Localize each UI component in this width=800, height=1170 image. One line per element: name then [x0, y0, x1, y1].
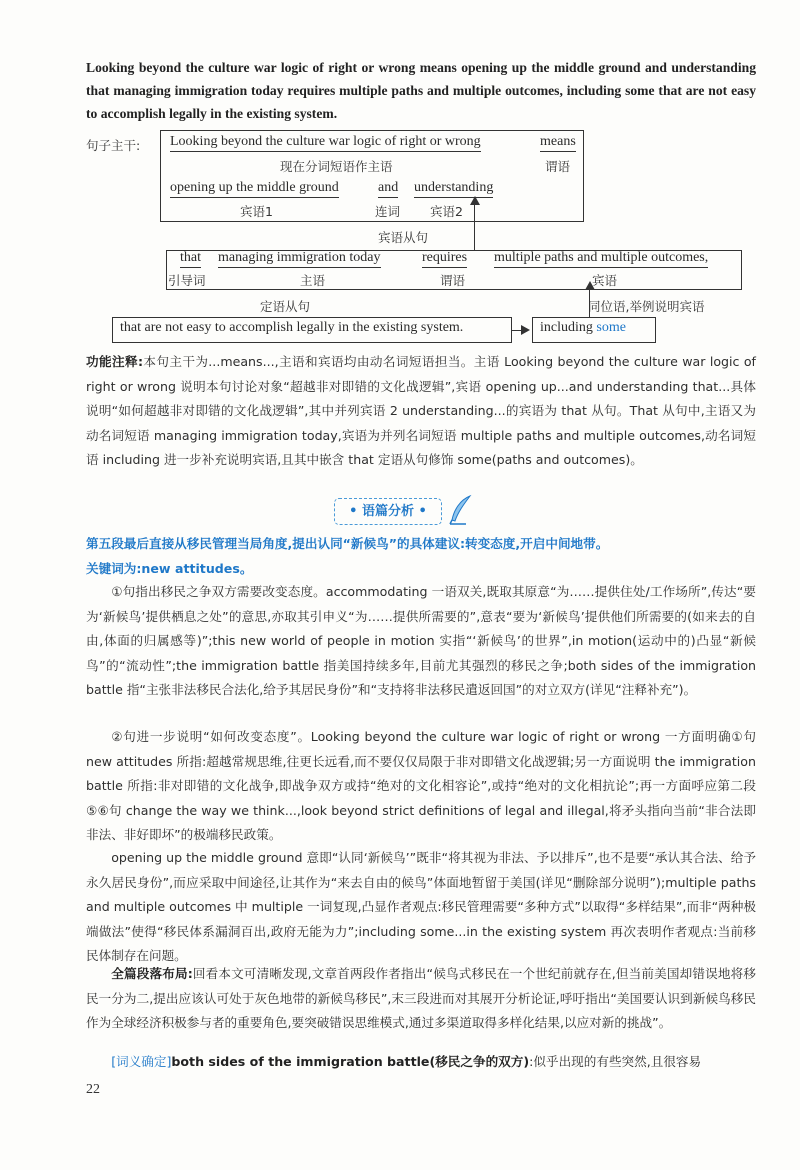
that-word: that [180, 250, 201, 268]
conjunction-word: and [378, 180, 398, 198]
keyword-value: new attitudes。 [141, 560, 253, 576]
relative-clause-text: that are not easy to accomplish legally in the existing system. [120, 320, 464, 335]
subject-role: 现在分词短语作主语 [280, 159, 393, 174]
function-note [86, 350, 756, 473]
appositive-label: 同位语,举例说明宾语 [588, 299, 705, 314]
object1-phrase: opening up the middle ground [170, 180, 339, 198]
function-note-text: 本句主干为...means...,主语和宾语均由动名词短语担当。主语 Looking beyond the culture war logic of right or wrong 说明本句讨论对象“超越非对即错的文化战逻辑”,宾语 opening up...and understanding that...具体说明“如何超越非对即错的文化战逻辑”,其中并列宾语 2 understanding...的宾语为 that 从句。That 从句中,主语又为动名词短语 managing immigration today,宾语为并列名词短语 multiple paths and multiple outcomes,动名词短语 including 进一步补充说明宾语,且其中嵌含 that 定语从句修饰 some(paths and outcomes)。 [86, 354, 756, 467]
subject2-role: 主语 [300, 273, 326, 288]
word-meaning-term: both sides of the immigration battle(移民之争的双方) [171, 1054, 530, 1069]
that-role: 引导词 [168, 273, 206, 288]
some-word: some [596, 320, 626, 335]
quill-pen-icon [446, 494, 474, 526]
connector-line [474, 204, 475, 250]
object2-word: understanding [414, 180, 493, 198]
conjunction-role: 连词 [375, 204, 401, 219]
including-word: including [540, 320, 593, 335]
analysis-paragraph-2: ②句进一步说明“如何改变态度”。Looking beyond the culture war logic of right or wrong 一方面明确①句 new attitudes 所指:超越常规思维,往更长远看,而不要仅仅局限于非对即错文化战逻辑;另一方面说明 the immigration battle 所指:非对即错的文化战争,即战争双方或持“绝对的文化相容论”,或持“绝对的文化相抗论”;再一方面呼应第二段⑤⑥句 change the way we think...,look beyond strict definitions of legal and illegal,将矛头指向当前“非合法即非法、非好即坏”的极端移民政策。 [86, 729, 756, 842]
layout-text: 回看本文可清晰发现,文章首两段作者指出“候鸟式移民在一个世纪前就存在,但当前美国却错误地将移民一分为二,提出应该认可处于灰色地带的新候鸟移民”,末三段进而对其展开分析论证,呼吁指出“美国要认识到新候鸟移民作为全球经济积极参与者的重要角色,要突破错误思维模式,通过多渠道取得多样化结果,以应对新的挑战”。 [86, 966, 756, 1030]
subject2-phrase: managing immigration today [218, 250, 381, 268]
word-meaning-text: :似乎出现的有些突然,且很容易 [529, 1054, 702, 1069]
verb-role: 谓语 [545, 159, 571, 174]
analysis-lead-text: 第五段最后直接从移民管理当局角度,提出认同“新候鸟”的具体建议:转变态度,开启中间地带。 [86, 536, 609, 551]
including-phrase [540, 320, 626, 336]
object2-role: 宾语2 [430, 204, 463, 219]
page-number: 22 [86, 1082, 100, 1097]
subject-phrase: Looking beyond the culture war logic of right or wrong [170, 134, 481, 152]
keyword-label: 关键词为: [86, 560, 142, 576]
object3-role: 宾语 [592, 273, 618, 288]
verb-word: means [540, 134, 576, 152]
analysis-lead [86, 532, 756, 581]
analysis-paragraph-5 [86, 1050, 756, 1075]
verb2-word: requires [422, 250, 467, 268]
section-title: • 语篇分析 • [334, 498, 442, 525]
word-meaning-tag: [词义确定] [111, 1054, 172, 1069]
arrow-up-icon [585, 281, 595, 290]
analysis-paragraph-3: opening up the middle ground 意即“认同‘新候鸟’”既非“将其视为非法、予以排斥”,也不是要“承认其合法、给予永久居民身份”,而应采取中间途径,让其作为“来去自由的候鸟”体面地暂留于美国(详见“删除部分说明”);multiple paths and multiple outcomes 中 multiple 一词复现,凸显作者观点:移民管理需要“多种方式”以取得“多样结果”,而非“两种极端做法”使得“移民体系漏洞百出,政府无能为力”;including some...in the existing system 再次表明作者观点:当前移民体制存在问题。 [86, 850, 756, 963]
intro-sentence: Looking beyond the culture war logic of right or wrong means opening up the middle ground and understanding that managing immigration today requires multiple paths and multiple outcomes, including some that are not easy to accomplish legally in the existing system. [86, 60, 756, 121]
verb2-role: 谓语 [440, 273, 466, 288]
object1-role: 宾语1 [240, 204, 273, 219]
arrow-right-icon [521, 325, 530, 335]
object-clause-label: 宾语从句 [378, 230, 429, 245]
analysis-paragraph-1: ①句指出移民之争双方需要改变态度。accommodating 一语双关,既取其原意“为……提供住处/工作场所”,传达“要为‘新候鸟’提供栖息之处”的意思,亦取其引申义“为……提供所需要的”,意表“要为‘新候鸟’提供他们所需要的(如来去的自由,体面的归属感等)”;this new world of people in motion 实指“‘新候鸟’的世界”,in motion(运动中的)凸显“新候鸟”的“流动性”;the immigration battle 指美国持续多年,目前尤其强烈的移民之争;both sides of the immigration battle 指“主张非法移民合法化,给予其居民身份”和“支持将非法移民遣返回国”的对立双方(详见“注释补充”)。 [86, 584, 756, 697]
object3-phrase: multiple paths and multiple outcomes, [494, 250, 708, 268]
analysis-paragraph-4 [86, 962, 756, 1036]
function-note-label: 功能注释: [86, 354, 143, 369]
relative-clause-label: 定语从句 [260, 299, 311, 314]
arrow-up-icon [470, 196, 480, 205]
main-clause-label: 句子主干: [86, 138, 141, 153]
layout-label: 全篇段落布局: [111, 966, 193, 981]
